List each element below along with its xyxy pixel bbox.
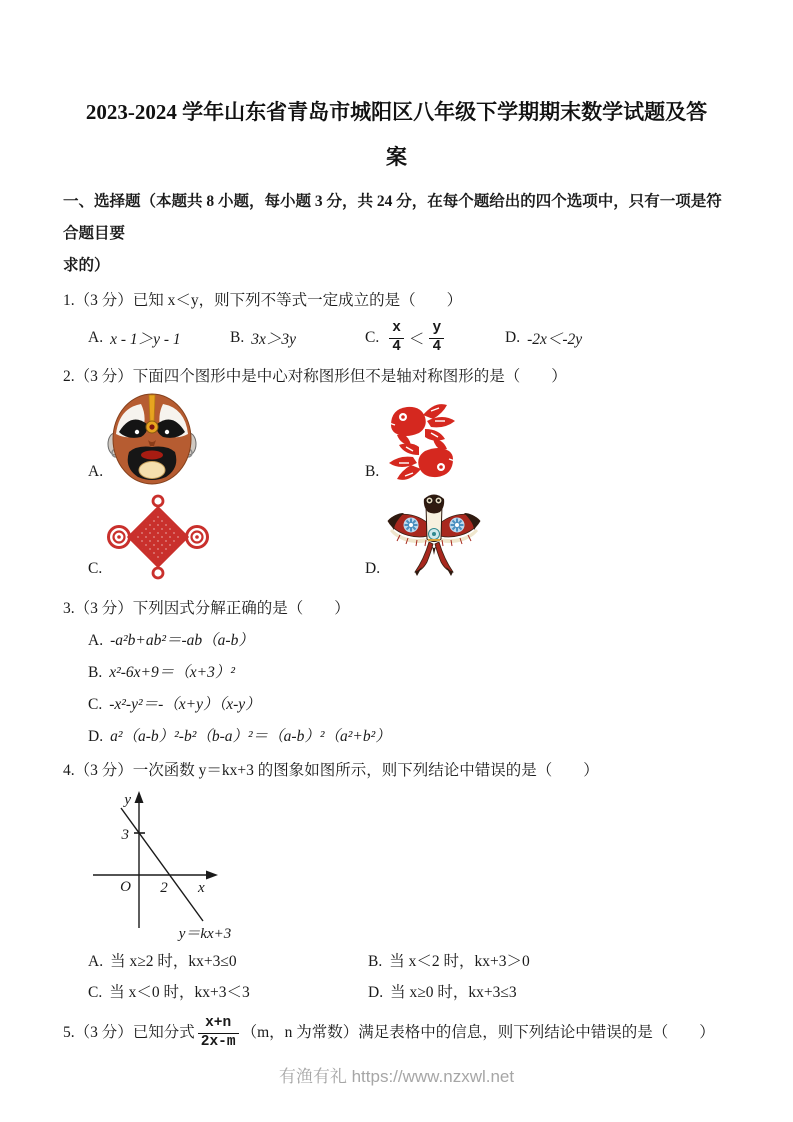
- q1-option-d-label: D.: [505, 329, 521, 346]
- q4-option-c-text: 当 x＜0 时，kx+3＜3: [109, 984, 250, 1001]
- q2-option-b-label: B.: [365, 463, 380, 480]
- chinese-knot-image: [106, 492, 210, 582]
- q3-option-c-text: -x²-y²＝-（x+y）（x-y）: [109, 696, 261, 713]
- swallow-kite-image: [384, 489, 484, 582]
- q5-stem-prefix: 5.（3 分）已知分式: [63, 1024, 195, 1042]
- fraction-denominator: 2x-m: [198, 1033, 239, 1051]
- q1-options: [63, 316, 730, 360]
- y-axis-label: y: [124, 792, 131, 808]
- q5-stem: [63, 1016, 730, 1051]
- q3-option-d-label: D.: [88, 728, 104, 745]
- fraction-denominator: 4: [429, 338, 444, 356]
- q4-option-d-label: D.: [368, 984, 384, 1001]
- paper-cut-fish-image: [383, 399, 461, 485]
- question-4: [63, 760, 730, 1004]
- q1-option-c: [365, 321, 505, 356]
- q4-stem: 4.（3 分）一次函数 y＝kx+3 的图象如图所示，则下列结论中错误的是（ ）: [63, 762, 599, 779]
- footer-text: 有渔有礼 https://www.nzxwl.net: [278, 1067, 515, 1086]
- q1-option-b: [230, 327, 365, 349]
- fraction-numerator: x: [392, 319, 401, 336]
- q2-option-c-label: C.: [88, 560, 103, 577]
- q1-option-a: [88, 327, 230, 349]
- q1-option-c-relation: ＜: [408, 331, 425, 348]
- q3-option-b-label: B.: [88, 664, 103, 681]
- q2-option-d: [365, 489, 730, 582]
- q1-option-c-fraction-2: [429, 321, 444, 356]
- q4-function-graph: [85, 788, 255, 943]
- q1-option-d: [505, 327, 582, 349]
- q3-option-b: [63, 662, 730, 684]
- q1-option-a-label: A.: [88, 329, 104, 346]
- q3-option-a-label: A.: [88, 632, 104, 649]
- q2-image-row-2: [63, 489, 730, 582]
- page-title-line-1: 2023-2024 学年山东省青岛市城阳区八年级下学期期末数学试题及答: [85, 100, 708, 124]
- question-2: [63, 366, 730, 582]
- section-heading: [63, 186, 730, 282]
- origin-label: O: [120, 879, 131, 895]
- q2-option-b: [365, 392, 730, 485]
- question-3: [63, 598, 730, 748]
- q3-option-b-text: x²-6x+9＝（x+3）²: [109, 664, 235, 681]
- q2-stem: 2.（3 分）下面四个图形中是中心对称图形但不是轴对称图形的是（ ）: [63, 368, 567, 385]
- q1-option-c-fraction-1: [389, 321, 404, 356]
- section-heading-line-1: 一、选择题（本题共 8 小题，每小题 3 分，共 24 分，在每个题给出的四个选项中，只有一项是符合题目要: [63, 193, 722, 242]
- question-1: [63, 290, 730, 360]
- q2-option-a: [63, 392, 365, 485]
- y-intercept-label: 3: [121, 827, 129, 843]
- q3-option-a-text: -a²b+ab²＝-ab（a-b）: [110, 632, 254, 649]
- q4-option-a-text: 当 x≥2 时，kx+3≤0: [110, 953, 237, 970]
- q1-option-b-label: B.: [230, 329, 245, 346]
- page-title-line-2: 案: [386, 145, 407, 169]
- q4-option-b-label: B.: [368, 953, 383, 970]
- q4-options: [63, 951, 730, 1004]
- q3-option-c-label: C.: [88, 696, 103, 713]
- q2-option-c: [63, 489, 365, 582]
- q4-option-b-text: 当 x＜2 时，kx+3＞0: [389, 953, 530, 970]
- q2-option-a-label: A.: [88, 463, 104, 480]
- x-axis-arrow: [206, 871, 218, 880]
- fraction-numerator: y: [432, 319, 442, 336]
- page-title: [63, 90, 730, 180]
- x-intercept-label: 2: [160, 880, 168, 896]
- q4-option-a: [88, 951, 368, 973]
- fraction-denominator: 4: [389, 338, 404, 356]
- q3-option-d: [63, 726, 730, 748]
- section-heading-line-2: 求的）: [63, 257, 110, 274]
- q4-option-d: [368, 982, 730, 1004]
- fraction-numerator: x+n: [205, 1015, 232, 1031]
- q5-fraction: [198, 1016, 239, 1051]
- x-axis-label: x: [198, 880, 205, 896]
- q1-stem: 1.（3 分）已知 x＜y，则下列不等式一定成立的是（ ）: [63, 292, 463, 309]
- q1-option-b-text: 3x＞3y: [251, 331, 296, 348]
- q5-stem-suffix: （m，n 为常数）满足表格中的信息，则下列结论中错误的是（ ）: [241, 1024, 715, 1042]
- q2-option-d-label: D.: [365, 560, 381, 577]
- function-line: [121, 808, 203, 921]
- q4-option-c: [88, 982, 368, 1004]
- q3-option-d-text: a²（a-b）²-b²（b-a）²＝（a-b）²（a²+b²）: [110, 728, 391, 745]
- q1-option-c-label: C.: [365, 329, 380, 346]
- q4-option-d-text: 当 x≥0 时，kx+3≤3: [390, 984, 517, 1001]
- q3-option-c: [63, 694, 730, 716]
- q3-stem: 3.（3 分）下列因式分解正确的是（ ）: [63, 600, 350, 617]
- q4-option-b: [368, 951, 730, 973]
- q4-option-c-label: C.: [88, 984, 103, 1001]
- question-5: [63, 1016, 730, 1051]
- q3-option-a: [63, 630, 730, 652]
- q2-image-row-1: [63, 392, 730, 485]
- opera-mask-image: [107, 392, 197, 485]
- q1-option-a-text: x - 1＞y - 1: [110, 331, 181, 348]
- q4-option-a-label: A.: [88, 953, 104, 970]
- y-axis-arrow: [135, 791, 144, 803]
- q1-option-d-text: -2x＜-2y: [527, 331, 583, 348]
- line-equation-label: y＝kx+3: [178, 926, 232, 942]
